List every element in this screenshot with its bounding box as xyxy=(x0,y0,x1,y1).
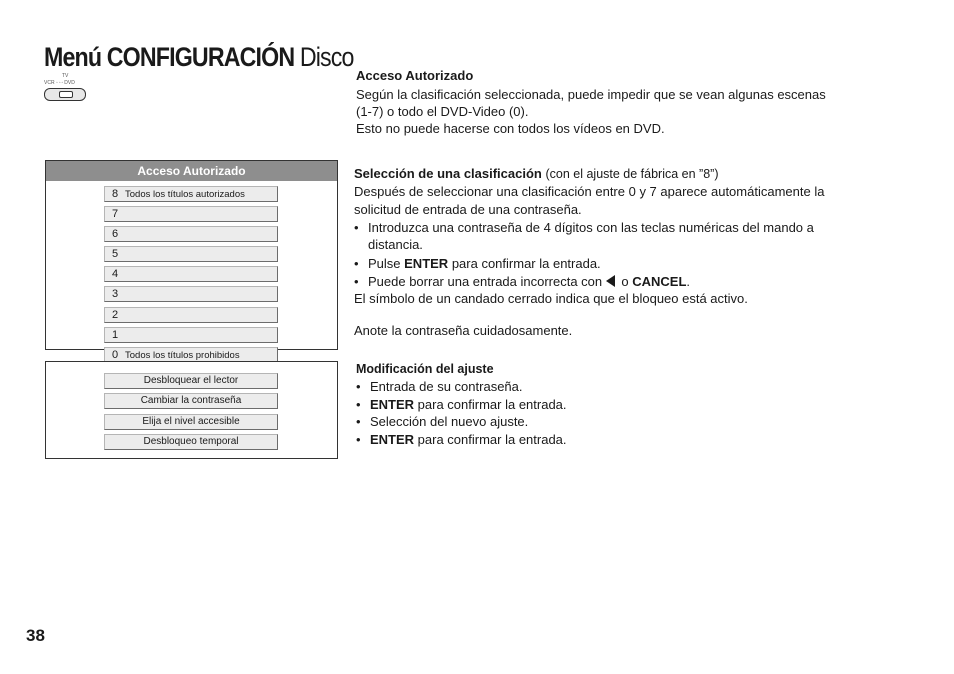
switch-knob xyxy=(59,91,73,98)
section-rating-bullet-1-cont: distancia. xyxy=(368,237,423,252)
bullet-text: Puede borrar una entrada incorrecta con xyxy=(368,274,606,289)
bullet-text: para confirmar la entrada. xyxy=(448,256,601,271)
section-rating-heading-row xyxy=(354,165,719,183)
bullet-dot: • xyxy=(354,220,359,235)
bullet-text: para confirmar la entrada. xyxy=(414,397,567,412)
bullet-text: o xyxy=(617,274,633,289)
level-item-1[interactable] xyxy=(104,327,278,343)
level-number: 8 xyxy=(112,188,119,200)
page-title-bold: Menú CONFIGURACIÓN xyxy=(44,42,295,72)
level-item-7[interactable] xyxy=(104,206,278,222)
section-access-line-2: (1-7) o todo el DVD-Video (0). xyxy=(356,104,529,119)
section-modify-bullet-3 xyxy=(356,413,528,430)
unlock-player-option[interactable]: Desbloquear el lector xyxy=(104,373,278,389)
switch-mode-row: VCR ◦◦◦DVD xyxy=(44,80,75,86)
section-modify-bullet-1 xyxy=(356,378,523,395)
access-menu-header: Acceso Autorizado xyxy=(46,161,337,181)
section-modify-bullet-2 xyxy=(356,396,567,413)
section-rating-bullet-3 xyxy=(354,273,690,290)
access-level-menu xyxy=(45,160,338,361)
section-access-line-1: Según la clasificación seleccionada, puede impedir que se vean algunas escenas xyxy=(356,87,826,102)
level-description: Todos los títulos autorizados xyxy=(125,189,245,200)
level-number: 6 xyxy=(112,228,119,241)
level-item-6[interactable] xyxy=(104,226,278,242)
level-number: 7 xyxy=(112,208,119,221)
section-modify-bullet-4 xyxy=(356,431,567,448)
lock-options-menu xyxy=(45,361,338,459)
switch-body xyxy=(44,88,86,101)
bullet-text: para confirmar la entrada. xyxy=(414,432,567,447)
bullet-text: Introduzca una contraseña de 4 dígitos con las teclas numéricas del mando a xyxy=(368,220,814,235)
bullet-text: Entrada de su contraseña. xyxy=(370,379,523,394)
page-title xyxy=(44,42,354,73)
change-password-option[interactable]: Cambiar la contraseña xyxy=(104,393,278,409)
section-access-heading: Acceso Autorizado xyxy=(356,68,474,83)
level-number: 4 xyxy=(112,268,119,281)
section-access-line-3: Esto no puede hacerse con todos los vídeos en DVD. xyxy=(356,121,665,136)
left-arrow-icon xyxy=(606,275,615,287)
switch-dvd-label: DVD xyxy=(64,80,75,86)
choose-access-level-option[interactable]: Elija el nivel accesible xyxy=(104,414,278,430)
bullet-dot: • xyxy=(356,414,361,429)
bullet-dot: • xyxy=(356,379,361,394)
level-item-2[interactable] xyxy=(104,307,278,323)
section-rating-password-note: Anote la contraseña cuidadosamente. xyxy=(354,323,573,338)
level-description: Todos los títulos prohibidos xyxy=(125,349,240,361)
section-modify-heading: Modificación del ajuste xyxy=(356,362,494,376)
switch-tv-label: TV xyxy=(62,73,69,79)
bullet-text: Pulse xyxy=(368,256,405,271)
tv-vcr-dvd-switch-icon xyxy=(44,73,88,103)
bullet-dot: • xyxy=(354,256,359,271)
page-title-light: Disco xyxy=(299,42,354,72)
cancel-key-label: CANCEL xyxy=(632,274,687,289)
enter-key-label: ENTER xyxy=(370,432,415,447)
level-number: 5 xyxy=(112,248,119,261)
section-rating-lock-note: El símbolo de un candado cerrado indica que el bloqueo está activo. xyxy=(354,291,748,306)
temporary-unlock-option[interactable]: Desbloqueo temporal xyxy=(104,434,278,450)
bullet-dot: • xyxy=(356,397,361,412)
section-rating-intro-1: Después de seleccionar una clasificación entre 0 y 7 aparece automáticamente la xyxy=(354,184,825,199)
level-item-5[interactable] xyxy=(104,246,278,262)
enter-key-label: ENTER xyxy=(404,256,449,271)
section-rating-intro-2: solicitud de entrada de una contraseña. xyxy=(354,202,582,217)
section-rating-bullet-2 xyxy=(354,255,601,272)
page-number: 38 xyxy=(26,626,45,645)
section-rating-note: (con el ajuste de fábrica en ”8”) xyxy=(545,167,719,181)
level-number: 1 xyxy=(112,328,119,341)
level-item-3[interactable] xyxy=(104,286,278,302)
level-item-4[interactable] xyxy=(104,266,278,282)
level-number: 2 xyxy=(112,308,119,321)
section-rating-heading: Selección de una clasificación xyxy=(354,166,542,181)
section-rating-bullet-1 xyxy=(354,219,814,236)
bullet-text: . xyxy=(686,274,691,289)
bullet-dot: • xyxy=(354,274,359,289)
access-level-list xyxy=(104,186,278,367)
level-number: 0 xyxy=(112,348,119,361)
bullet-text: Selección del nuevo ajuste. xyxy=(370,414,529,429)
level-item-8[interactable] xyxy=(104,186,278,202)
switch-vcr-label: VCR xyxy=(44,80,55,86)
bullet-dot: • xyxy=(356,432,361,447)
enter-key-label: ENTER xyxy=(370,397,415,412)
lock-options-list xyxy=(104,373,278,454)
level-number: 3 xyxy=(112,288,119,301)
